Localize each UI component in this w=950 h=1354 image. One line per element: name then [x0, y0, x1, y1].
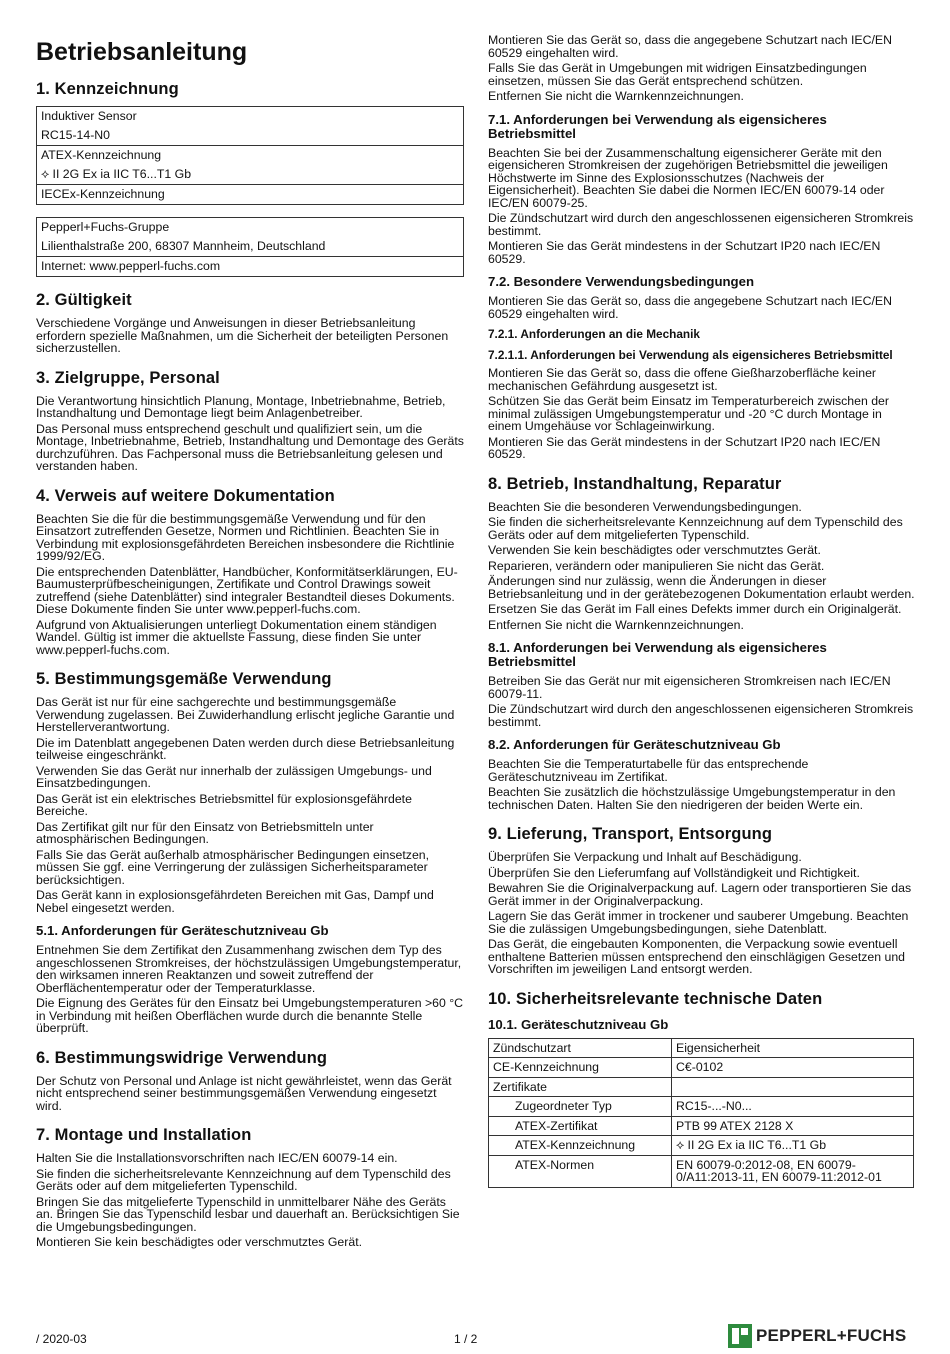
paragraph: Montieren Sie das Gerät so, dass die angegebene Schutzart nach IEC/EN 60529 eingehalten wird. — [488, 33, 892, 60]
section-heading: 8. Betrieb, Instandhaltung, Reparatur — [488, 474, 782, 493]
table-cell: Zündschutzart — [489, 1038, 672, 1058]
subsection-heading: 10.1. Geräteschutzniveau Gb — [488, 1016, 669, 1032]
paragraph: Die entsprechenden Datenblätter, Handbücher, Konformitätserklärungen, EU-Baumusterprüfbescheinigungen, Zertifikate und Control Drawings soweit zutreffend (siehe Datenblätter) sind integraler Bestandteil dieses Dokuments. Diese Dokumente finden Sie unter www.pepperl-fuchs.com. — [36, 564, 458, 616]
table-cell: CE-Kennzeichnung — [489, 1058, 672, 1078]
paragraph: Sie finden die sicherheitsrelevante Kennzeichnung auf dem Typenschild des Geräts oder auf dem mitgelieferten Typenschild. — [488, 515, 903, 542]
paragraph: Der Schutz von Personal und Anlage ist nicht gewährleistet, wenn das Gerät nicht entsprechend seiner bestimmungsgemäßen Verwendung eingesetzt wird. — [36, 1073, 452, 1113]
section-heading: 2. Gültigkeit — [36, 291, 132, 309]
paragraph: Beachten Sie die für die bestimmungsgemäße Verwendung und für den Einsatzort zutreffenden Gesetze, Normen und Richtlinien. Beachten Sie in Verbindung mit explosionsgefährdeten Bereichen insbesondere die Richtlinie 1999/92/EG. — [36, 511, 455, 563]
brand-logo — [728, 1324, 906, 1348]
paragraph: Ersetzen Sie das Gerät im Fall eines Defekts immer durch ein Originalgerät. — [488, 602, 902, 616]
paragraph: Die Zündschutzart wird durch den angeschlossenen eigensicheren Stromkreis bestimmt. — [488, 702, 914, 729]
page-number: 1 / 2 — [454, 1332, 478, 1346]
brand-name: PEPPERL+FUCHS — [756, 1326, 907, 1345]
section-heading: 6. Bestimmungswidrige Verwendung — [36, 1048, 328, 1067]
paragraph: Das Gerät kann in explosionsgefährdeten Bereichen mit Gas, Dampf und Nebel eingesetzt werden. — [36, 888, 434, 915]
paragraph: Überprüfen Sie Verpackung und Inhalt auf Beschädigung. — [488, 850, 802, 864]
paragraph: Schützen Sie das Gerät beim Einsatz im Temperaturbereich zwischen der minimal zulässigen Umgebungstemperatur und -20 °C durch Montage in einem Umgehäuse vor Schlageinwirkung. — [488, 394, 889, 433]
paragraph: Halten Sie die Installationsvorschriften nach IEC/EN 60079-14 ein. — [36, 1151, 398, 1165]
subsection-heading: 8.1. Anforderungen bei Verwendung als eigensicheres Betriebsmittel — [488, 640, 827, 669]
paragraph: Montieren Sie das Gerät mindestens in der Schutzart IP20 nach IEC/EN 60529. — [488, 239, 881, 266]
paragraph: Verschiedene Vorgänge und Anweisungen in dieser Betriebsanleitung erfordern spezielle Maßnahmen, um die Sicherheit der beteiligten Personen sicherzustellen. — [36, 316, 449, 355]
table-cell — [672, 1077, 914, 1097]
paragraph: Beachten Sie bei der Zusammenschaltung eigensicherer Geräte mit den eigensicheren Stromkreisen der zugehörigen Betriebsmittel die jeweiligen Höchstwerte im Sinne des Explosionsschutzes (Nachweis der Eigensicherheit). Beachten Sie dabei die Normen IEC/EN 60079-14 oder IEC/EN 60079-25. — [488, 145, 888, 210]
table-cell: ⟡ II 2G Ex ia IIC T6...T1 Gb — [672, 1136, 914, 1156]
subsection-heading: 7.2. Besondere Verwendungsbedingungen — [488, 274, 754, 289]
section-heading: 10. Sicherheitsrelevante technische Daten — [488, 989, 823, 1008]
table-row — [489, 1155, 914, 1187]
subsubsection-heading: 7.2.1.1. Anforderungen bei Verwendung als eigensicheres Betriebsmittel — [488, 348, 893, 362]
section-heading: 7. Montage und Installation — [36, 1126, 252, 1144]
subsection-heading: 7.1. Anforderungen bei Verwendung als eigensicheres Betriebsmittel — [488, 111, 827, 141]
paragraph: Montieren Sie das Gerät so, dass die angegebene Schutzart nach IEC/EN 60529 eingehalten wird. — [488, 294, 892, 321]
table-row — [489, 1097, 914, 1117]
paragraph: Entfernen Sie nicht die Warnkennzeichnungen. — [488, 89, 744, 103]
box-row: Internet: www.pepperl-fuchs.com — [37, 256, 463, 276]
paragraph: Entnehmen Sie dem Zertifikat den Zusammenhang zwischen dem Typ des angeschlossenen Stromkreises, der höchstzulässigen Umgebungstemperatur, den wirksamen inneren Reaktanzen und soweit zutreffend der Oberflächentemperatur oder der Temperaturklasse. — [36, 943, 462, 995]
box-row: ATEX-Kennzeichnung — [37, 145, 463, 165]
paragraph: Das Zertifikat gilt nur für den Einsatz von Betriebsmitteln unter atmosphärischen Bedingungen. — [36, 819, 374, 846]
section-heading: 4. Verweis auf weitere Dokumentation — [36, 486, 335, 505]
tech-data-table — [488, 1038, 914, 1188]
footer-date: / 2020-03 — [36, 1332, 87, 1346]
table-cell: PTB 99 ATEX 2128 X — [672, 1116, 914, 1136]
table-cell: EN 60079-0:2012-08, EN 60079-0/A11:2013-11, EN 60079-11:2012-01 — [672, 1155, 914, 1187]
section-heading: 3. Zielgruppe, Personal — [36, 368, 220, 387]
table-row — [489, 1038, 914, 1058]
document-page — [36, 34, 916, 1324]
table-row — [489, 1058, 914, 1078]
paragraph: Die Eignung des Gerätes für den Einsatz bei Umgebungstemperaturen >60 °C in Verbindung mit heißen Oberflächen wurde durch die benannte Stelle überprüft. — [36, 996, 464, 1035]
box-row: IECEx-Kennzeichnung — [37, 184, 463, 204]
table-cell: ATEX-Kennzeichnung — [489, 1136, 672, 1156]
table-cell: ATEX-Zertifikat — [489, 1116, 672, 1136]
page-footer — [36, 1326, 916, 1354]
table-cell: RC15-...-N0... — [672, 1097, 914, 1117]
box-row: Lilienthalstraße 200, 68307 Mannheim, Deutschland — [41, 239, 326, 253]
table-cell: Eigensicherheit — [672, 1038, 914, 1058]
paragraph: Überprüfen Sie den Lieferumfang auf Vollständigkeit und Richtigkeit. — [488, 865, 860, 880]
paragraph: Bringen Sie das mitgelieferte Typenschild in unmittelbarer Nähe des Geräts an. Bringen Sie das Typenschild lesbar und dauerhaft an. Berücksichtigen Sie die Umgebungsbedingungen. — [36, 1194, 460, 1234]
paragraph: Sie finden die sicherheitsrelevante Kennzeichnung auf dem Typenschild des Geräts oder auf dem mitgelieferten Typenschild. — [36, 1166, 451, 1193]
marking-box — [36, 106, 464, 205]
paragraph: Die im Datenblatt angegebenen Daten werden durch diese Betriebsanleitung teilweise eingeschränkt. — [36, 735, 455, 762]
brand-logo-icon — [728, 1324, 752, 1348]
subsection-heading: 5.1. Anforderungen für Geräteschutzniveau Gb — [36, 923, 329, 938]
table-row — [489, 1136, 914, 1156]
box-row: Induktiver Sensor — [41, 109, 137, 123]
section-heading: 9. Lieferung, Transport, Entsorgung — [488, 825, 773, 843]
paragraph: Beachten Sie die besonderen Verwendungsbedingungen. — [488, 499, 802, 514]
paragraph: Montieren Sie das Gerät mindestens in der Schutzart IP20 nach IEC/EN 60529. — [488, 434, 881, 461]
page-title: Betriebsanleitung — [36, 38, 248, 66]
paragraph: Das Gerät ist ein elektrisches Betriebsmittel für explosionsgefährdete Bereiche. — [36, 791, 412, 818]
paragraph: Falls Sie das Gerät außerhalb atmosphärischer Bedingungen einsetzen, müssen Sie ggf. eine Verringerung der zulässigen Sicherheitsparameter berücksichtigen. — [36, 847, 430, 887]
section-heading: 1. Kennzeichnung — [36, 80, 179, 98]
paragraph: Lagern Sie das Gerät immer in trockener und sauberer Umgebung. Beachten Sie die zulässigen Umgebungsbedingungen, siehe Datenblatt. — [488, 909, 909, 936]
left-column — [36, 34, 464, 1252]
paragraph: Montieren Sie kein beschädigtes oder verschmutztes Gerät. — [36, 1235, 363, 1249]
paragraph: Beachten Sie die Temperaturtabelle für das entsprechende Geräteschutzniveau im Zertifikat. — [488, 757, 809, 784]
paragraph: Reparieren, verändern oder manipulieren Sie nicht das Gerät. — [488, 558, 825, 573]
box-row: ⟡ II 2G Ex ia IIC T6...T1 Gb — [41, 167, 192, 181]
paragraph: Verwenden Sie das Gerät nur innerhalb der zulässigen Umgebungs- und Einsatzbedingungen. — [36, 763, 432, 790]
table-cell: C€-0102 — [672, 1058, 914, 1078]
paragraph: Montieren Sie das Gerät so, dass die offene Gießharzoberfläche keiner mechanischen Gefährdung ausgesetzt ist. — [488, 366, 877, 393]
paragraph: Beachten Sie zusätzlich die höchstzulässige Umgebungstemperatur in den technischen Daten. Halten Sie den niedrigeren der beiden Werte ein. — [488, 785, 896, 812]
paragraph: Falls Sie das Gerät in Umgebungen mit widrigen Einsatzbedingungen einsetzen, müssen Sie das Gerät entsprechend schützen. — [488, 61, 867, 88]
table-cell: ATEX-Normen — [489, 1155, 672, 1187]
paragraph: Bewahren Sie die Originalverpackung auf. Lagern oder transportieren Sie das Gerät immer in der Originalverpackung. — [488, 881, 912, 908]
right-column — [488, 34, 916, 1188]
paragraph: Änderungen sind nur zulässig, wenn die Änderungen in dieser Betriebsanleitung und in der gerätebezogenen Dokumentation erlaubt werden. — [488, 574, 915, 601]
table-row — [489, 1077, 914, 1097]
paragraph: Die Zündschutzart wird durch den angeschlossenen eigensicheren Stromkreis bestimmt. — [488, 211, 914, 238]
box-row: RC15-14-N0 — [41, 128, 111, 142]
paragraph: Die Verantwortung hinsichtlich Planung, Montage, Inbetriebnahme, Betrieb, Instandhaltung und Demontage liegt beim Anlagenbetreiber. — [36, 393, 446, 420]
manufacturer-box — [36, 217, 464, 277]
section-heading: 5. Bestimmungsgemäße Verwendung — [36, 670, 332, 688]
paragraph: Entfernen Sie nicht die Warnkennzeichnungen. — [488, 617, 744, 632]
paragraph: Das Gerät ist nur für eine sachgerechte und bestimmungsgemäße Verwendung zugelassen. Bei Zuwiderhandlung erlischt jegliche Garantie und Herstellerverantwortung. — [36, 695, 455, 734]
paragraph: Aufgrund von Aktualisierungen unterliegt Dokumentation einem ständigen Wandel. Gültig ist immer die aktuellste Fassung, diese finden Sie unter www.pepperl-fuchs.com. — [36, 617, 437, 657]
paragraph: Das Personal muss entsprechend geschult und qualifiziert sein, um die Montage, Inbetriebnahme, Betrieb, Instandhaltung und Demontage des Geräts durchzuführen. Das Fachpersonal muss die Betriebsanleitung gelesen und verstanden haben. — [36, 421, 464, 473]
table-cell: Zugeordneter Typ — [489, 1097, 672, 1117]
paragraph: Betreiben Sie das Gerät nur mit eigensicheren Stromkreisen nach IEC/EN 60079-11. — [488, 674, 891, 701]
table-cell: Zertifikate — [489, 1077, 672, 1097]
box-row: Pepperl+Fuchs-Gruppe — [41, 220, 170, 234]
paragraph: Verwenden Sie kein beschädigtes oder verschmutztes Gerät. — [488, 543, 821, 557]
subsection-heading: 8.2. Anforderungen für Geräteschutzniveau Gb — [488, 737, 781, 752]
table-row — [489, 1116, 914, 1136]
subsubsection-heading: 7.2.1. Anforderungen an die Mechanik — [488, 327, 700, 341]
paragraph: Das Gerät, die eingebauten Komponenten, die Verpackung sowie eventuell enthaltene Batterien müssen entsprechend den einschlägigen Gesetzen und Vorschriften im jeweiligen Land entsorgt werden. — [488, 937, 906, 976]
